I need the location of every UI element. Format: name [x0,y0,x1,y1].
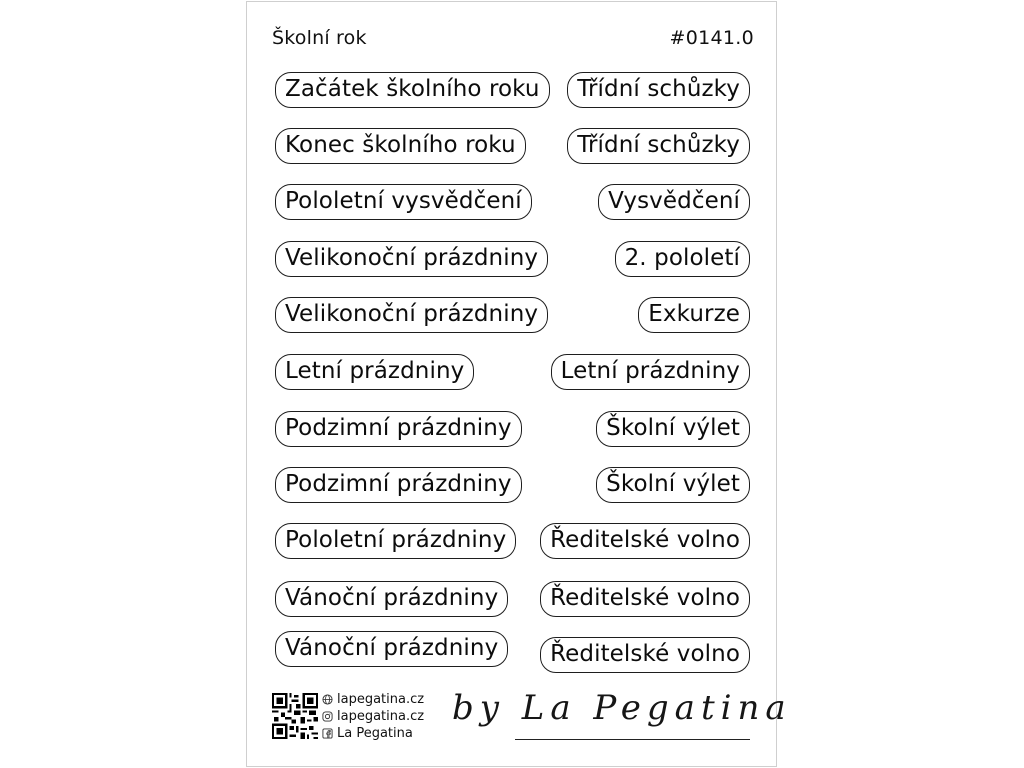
sticker-left-10: Vánoční prázdniny [275,581,508,617]
sticker-right-1: Třídní schůzky [567,72,750,108]
facebook-text[interactable]: La Pegatina [337,726,413,741]
instagram-icon [322,711,333,722]
facebook-icon [322,728,333,739]
signature-underline [515,739,750,740]
sticker-left-7: Podzimní prázdniny [275,411,522,447]
sticker-left-4: Velikonoční prázdniny [275,241,548,277]
sheet-title: Školní rok [272,27,367,49]
website-link[interactable] [322,691,424,708]
sheet-code: #0141.0 [669,27,754,49]
sticker-right-7: Školní výlet [596,411,750,447]
sticker-left-11: Vánoční prázdniny [275,631,508,667]
sticker-left-6: Letní prázdniny [275,354,474,390]
sticker-right-8: Školní výlet [596,467,750,503]
sticker-right-2: Třídní schůzky [567,128,750,164]
globe-icon [322,694,333,705]
sticker-right-6: Letní prázdniny [551,354,750,390]
instagram-text[interactable]: lapegatina.cz [337,709,425,724]
sticker-left-1: Začátek školního roku [275,72,550,108]
instagram-link[interactable] [322,708,424,725]
sticker-left-5: Velikonoční prázdniny [275,297,548,333]
sticker-right-10: Ředitelské volno [540,581,750,617]
contact-links [322,691,424,742]
brand-signature: by La Pegatina [452,688,792,728]
website-text[interactable]: lapegatina.cz [337,692,425,707]
sticker-right-11: Ředitelské volno [540,637,750,673]
sticker-left-9: Pololetní prázdniny [275,523,516,559]
sticker-left-8: Podzimní prázdniny [275,467,522,503]
sticker-right-9: Ředitelské volno [540,523,750,559]
sticker-right-4: 2. pololetí [615,241,750,277]
facebook-link[interactable] [322,725,424,742]
sticker-right-3: Vysvědčení [598,184,750,220]
sticker-left-3: Pololetní vysvědčení [275,184,532,220]
qr-code[interactable] [272,693,318,739]
sticker-right-5: Exkurze [638,297,750,333]
sticker-left-2: Konec školního roku [275,128,526,164]
